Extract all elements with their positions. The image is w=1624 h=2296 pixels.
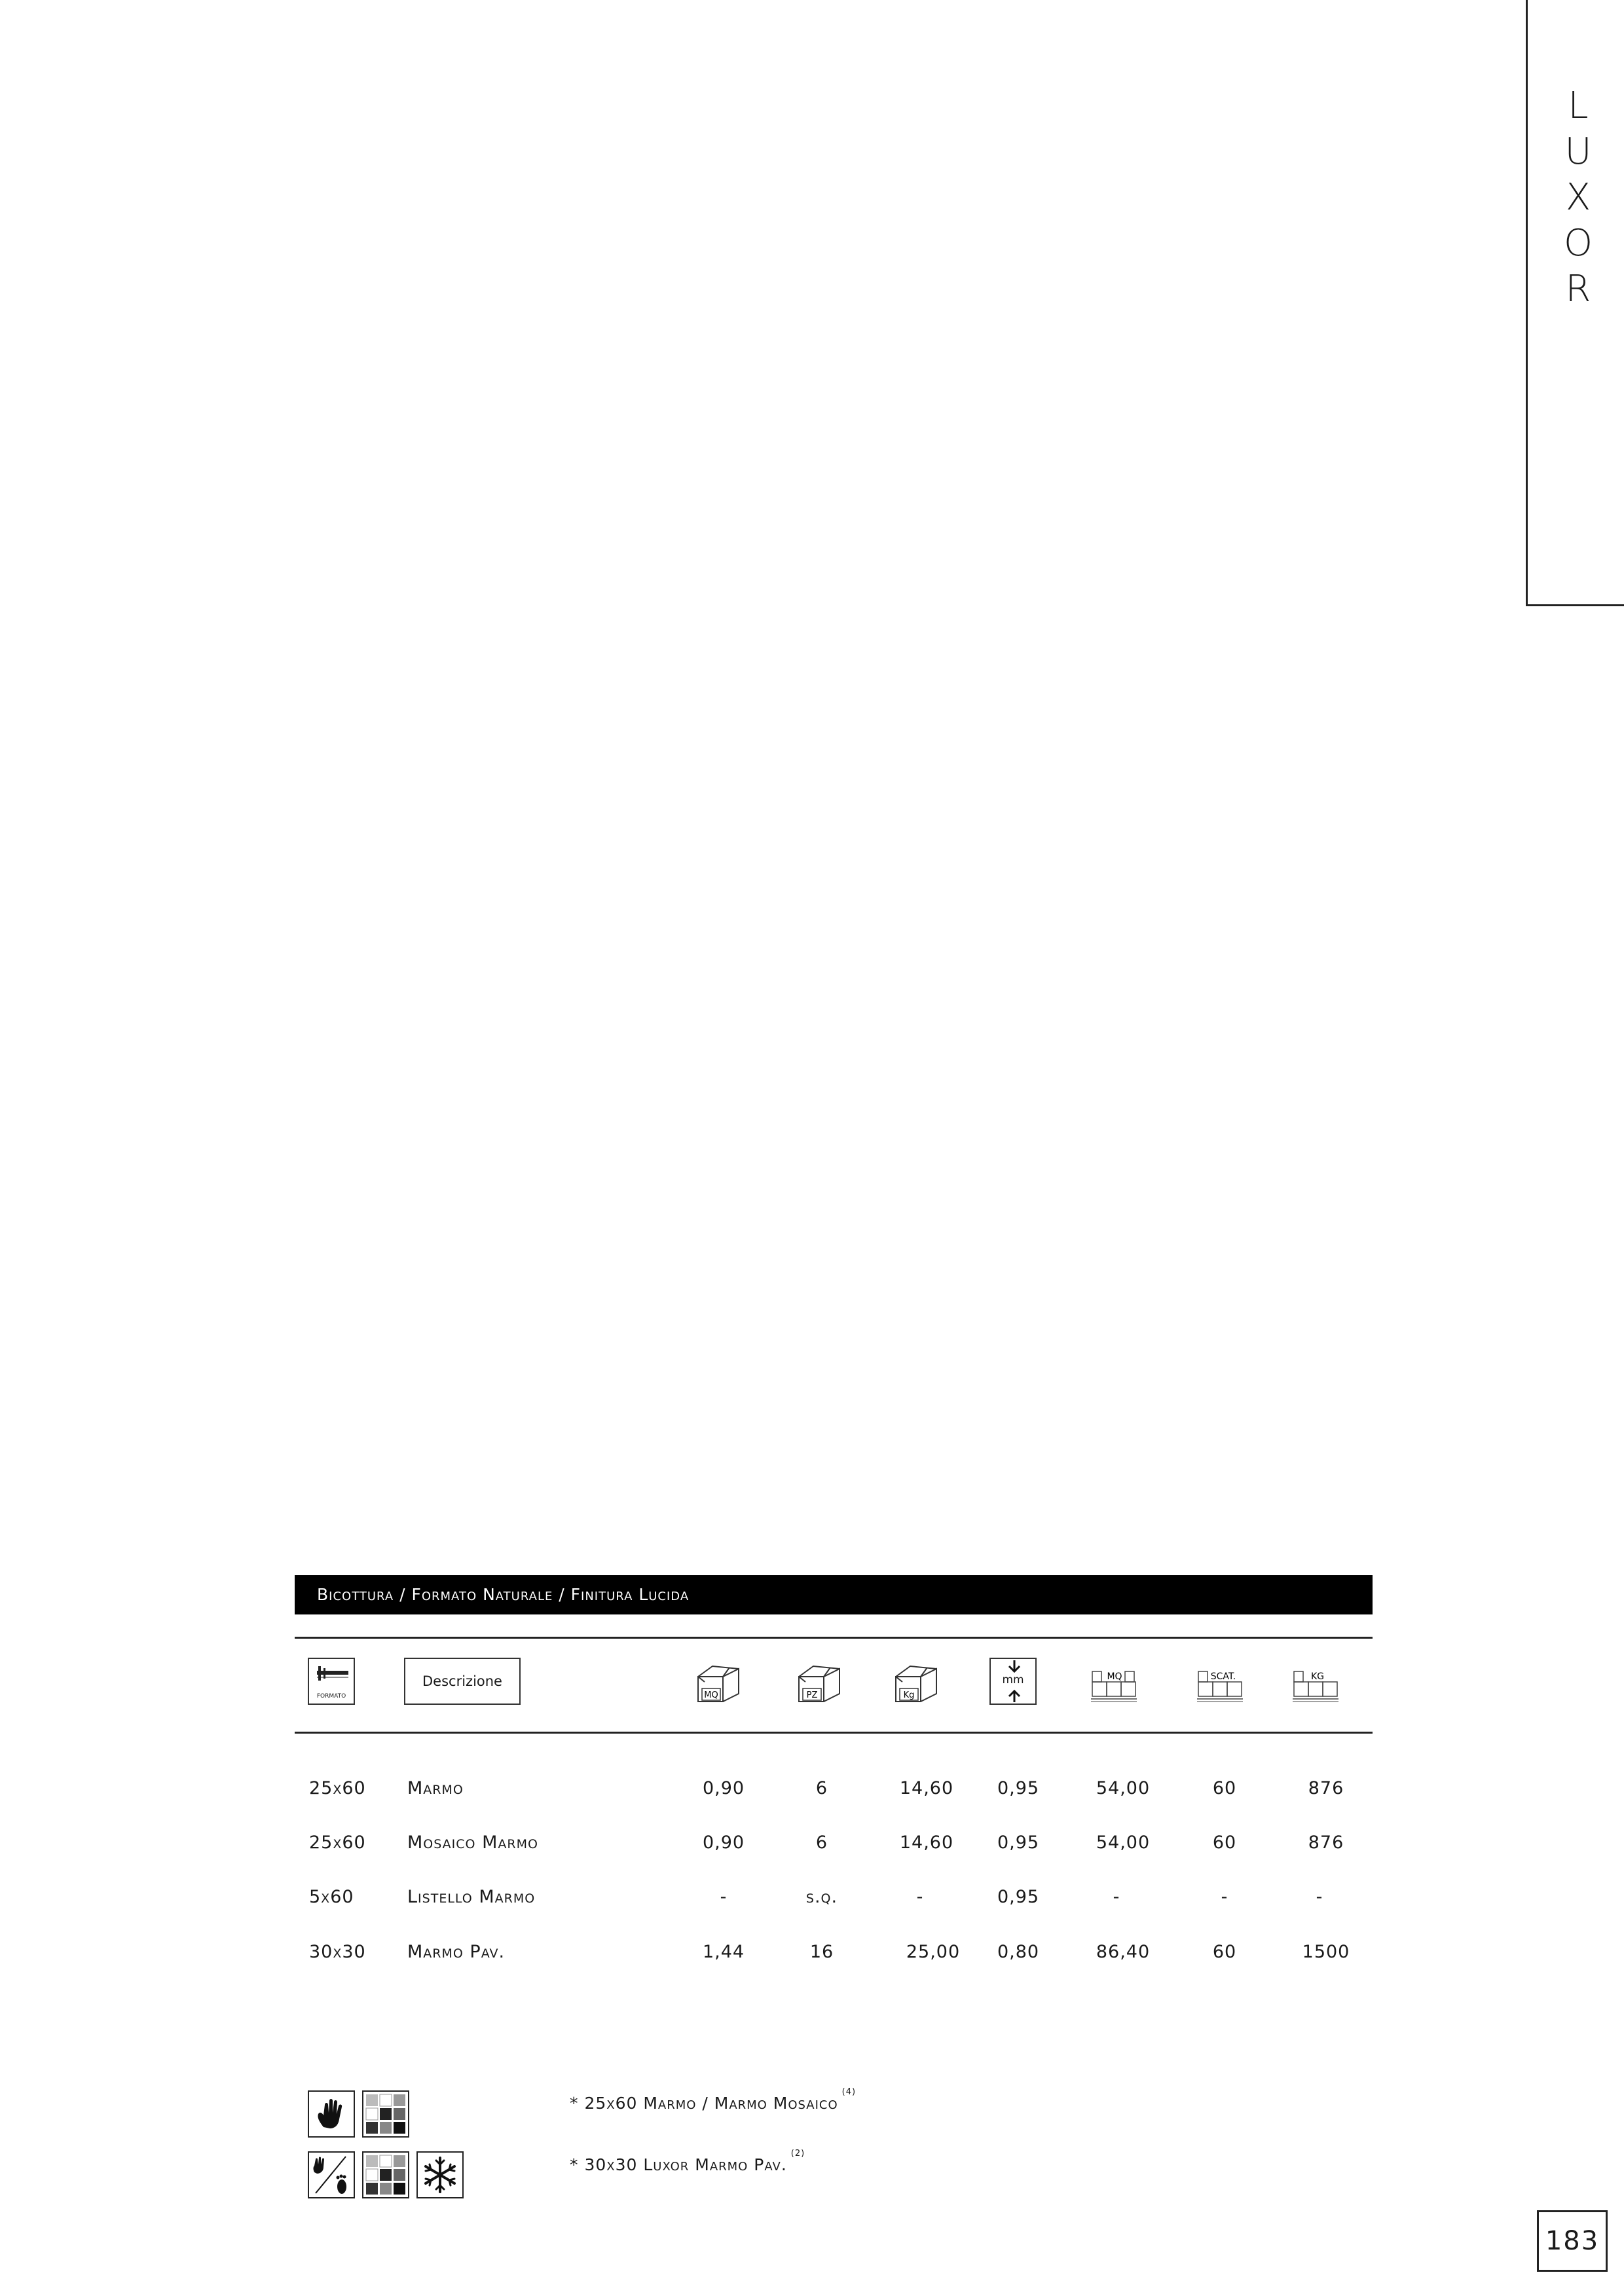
pallet-scat-icon — [1196, 1666, 1246, 1704]
brand-side-tab — [1526, 0, 1624, 606]
brand-letter: O — [1563, 222, 1593, 264]
cell-mq: 1,44 — [702, 1942, 745, 1962]
thickness-label: mm — [1002, 1673, 1024, 1686]
cell-pz: 16 — [809, 1942, 834, 1962]
cell-mm: 0,95 — [997, 1778, 1040, 1798]
cell-descrizione: Listello Marmo — [407, 1887, 536, 1907]
table-header-rule — [295, 1732, 1373, 1734]
pallet-scat-label: SCAT. — [1210, 1671, 1236, 1682]
formato-label: FORMATO — [316, 1693, 346, 1700]
cell-kg: 14,60 — [899, 1832, 954, 1853]
formato-icon — [308, 1658, 355, 1705]
footnote — [570, 2087, 856, 2113]
cell-kg: 14,60 — [899, 1778, 954, 1798]
cell-formato: 25x60 — [309, 1832, 366, 1853]
box-mq-label: MQ — [704, 1690, 718, 1700]
cell-pallet-scat: - — [1221, 1887, 1228, 1907]
cell-mq: 0,90 — [702, 1832, 745, 1853]
footnote-ref: (2) — [790, 2149, 805, 2159]
cell-pallet-kg: 1500 — [1302, 1942, 1350, 1962]
box-pz-icon — [794, 1660, 846, 1705]
cell-descrizione: Mosaico Marmo — [407, 1832, 538, 1853]
cell-pallet-kg: 876 — [1308, 1832, 1344, 1853]
tone-variation-icon — [362, 2151, 409, 2198]
cell-kg: - — [916, 1887, 924, 1907]
box-pz-label: PZ — [806, 1690, 818, 1700]
cell-pallet-kg: 876 — [1308, 1778, 1344, 1798]
cell-pallet-mq: 54,00 — [1096, 1832, 1151, 1853]
cell-descrizione: Marmo — [407, 1778, 464, 1798]
table-top-rule — [295, 1637, 1373, 1639]
cell-pz: 6 — [815, 1832, 828, 1853]
cell-formato: 30x30 — [309, 1942, 366, 1962]
tone-variation-icon — [362, 2090, 409, 2138]
cell-pallet-scat: 60 — [1212, 1778, 1237, 1798]
hand-foot-icon — [308, 2151, 355, 2198]
box-kg-label: Kg — [903, 1690, 915, 1700]
cell-pallet-mq: - — [1113, 1887, 1120, 1907]
descrizione-label: Descrizione — [422, 1673, 502, 1689]
brand-letter: R — [1565, 268, 1591, 310]
brand-letter: U — [1564, 130, 1592, 173]
cell-pallet-kg: - — [1316, 1887, 1323, 1907]
pallet-kg-icon — [1291, 1666, 1341, 1704]
cell-mm: 0,80 — [997, 1942, 1040, 1962]
pallet-mq-icon — [1090, 1666, 1139, 1704]
cell-descrizione: Marmo Pav. — [407, 1942, 506, 1962]
pallet-mq-label: MQ — [1107, 1671, 1122, 1682]
thickness-icon — [989, 1658, 1037, 1705]
cell-formato: 25x60 — [309, 1778, 366, 1798]
cell-mm: 0,95 — [997, 1887, 1040, 1907]
brand-name-vertical — [1528, 83, 1624, 312]
cell-formato: 5x60 — [309, 1887, 354, 1907]
section-title-bar: Bicottura / Formato Naturale / Finitura Lucida — [295, 1575, 1373, 1614]
cell-pz: 6 — [815, 1778, 828, 1798]
pallet-kg-label: KG — [1310, 1671, 1325, 1682]
cell-mm: 0,95 — [997, 1832, 1040, 1853]
page-number: 183 — [1537, 2210, 1608, 2272]
footnote-text: * 30x30 Luxor Marmo Pav. — [570, 2155, 787, 2174]
box-kg-icon — [891, 1660, 943, 1705]
cell-kg: 25,00 — [906, 1942, 961, 1962]
cell-pallet-mq: 54,00 — [1096, 1778, 1151, 1798]
cell-pallet-mq: 86,40 — [1096, 1942, 1151, 1962]
brand-letter: X — [1565, 176, 1591, 219]
cell-mq: 0,90 — [702, 1778, 745, 1798]
hand-icon — [308, 2090, 355, 2138]
footnote-text: * 25x60 Marmo / Marmo Mosaico — [570, 2094, 838, 2113]
cell-pallet-scat: 60 — [1212, 1832, 1237, 1853]
brand-letter: L — [1568, 84, 1589, 127]
descrizione-header — [404, 1658, 521, 1705]
cell-pz: s.q. — [805, 1887, 838, 1907]
cell-pallet-scat: 60 — [1212, 1942, 1237, 1962]
box-mq-icon — [693, 1660, 745, 1705]
cell-mq: - — [720, 1887, 728, 1907]
footnote — [570, 2149, 805, 2174]
footnote-ref: (4) — [841, 2087, 857, 2097]
frost-resistant-icon — [416, 2151, 464, 2198]
